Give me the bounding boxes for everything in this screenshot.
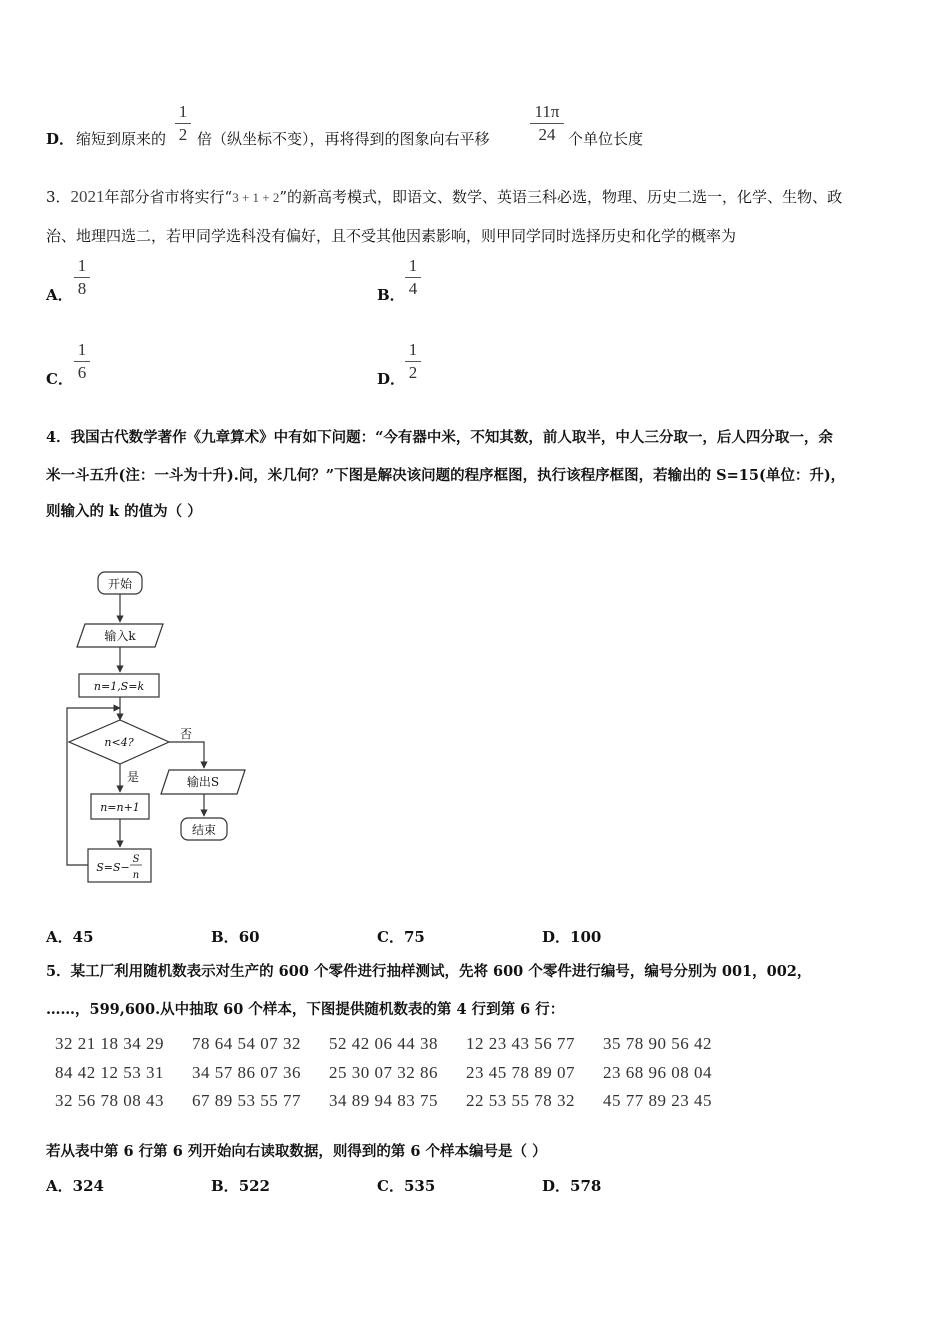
flow-yes-label: 是 [126, 770, 140, 784]
q4-line2: 米一斗五升(注：一斗为十升).问，米几何？”下图是解决该问题的程序框图，执行该程序框图，若输出的 S=15(单位：升)， [46, 467, 846, 484]
rn-cell: 34 89 94 83 75 [329, 1091, 438, 1110]
rn-cell: 84 42 12 53 31 [55, 1063, 164, 1082]
rn-cell: 23 45 78 89 07 [466, 1063, 575, 1082]
q5-line1: 5．某工厂利用随机数表示对生产的 600 个零件进行抽样测试，先将 600 个零件进行编号，编号分别为 001，002， [46, 963, 812, 980]
q3-option-c-label: C． [46, 370, 73, 388]
flow-update-num: S [132, 854, 140, 865]
flow-output-text: 输出S [186, 775, 220, 789]
frac-numerator: 1 [77, 340, 87, 359]
frac-numerator: 1 [408, 256, 418, 275]
q3-option-c-fraction [74, 340, 90, 383]
q3-text-b: ”的新高考模式，即语文、数学、英语三科必选，物理、历史二选一，化学、生物、政 [279, 188, 843, 206]
q3-option-d-fraction [405, 340, 421, 383]
frac-denominator: 6 [77, 363, 87, 382]
frac-denominator: 2 [408, 363, 418, 382]
rn-cell: 35 78 90 56 42 [603, 1034, 712, 1053]
flow-no-label: 否 [179, 727, 193, 741]
rn-cell: 32 21 18 34 29 [55, 1034, 164, 1053]
q3-option-b-fraction [405, 256, 421, 299]
q5-option-c: C．535 [377, 1177, 436, 1195]
q2-fraction-shift [530, 102, 564, 145]
frac-denominator: 2 [178, 125, 188, 144]
frac-denominator: 4 [408, 279, 418, 298]
q3-year: 2021 [70, 187, 105, 206]
flowchart [55, 562, 255, 887]
q5-question: 若从表中第 6 行第 6 列开始向右读取数据，则得到的第 6 个样本编号是（ ） [46, 1143, 547, 1160]
rn-cell: 22 53 55 78 32 [466, 1091, 575, 1110]
rn-cell: 52 42 06 44 38 [329, 1034, 438, 1053]
q3-line2: 治、地理四选二，若甲同学选科没有偏好，且不受其他因素影响，则甲同学同时选择历史和化学的概率为 [46, 227, 737, 245]
q3-option-a-fraction [74, 256, 90, 299]
rn-cell: 34 57 86 07 36 [192, 1063, 301, 1082]
q4-option-a: A．45 [46, 928, 94, 946]
q2-option-d-label: D． [46, 130, 75, 148]
q5-option-b: B．522 [211, 1177, 270, 1195]
frac-numerator: 1 [178, 102, 188, 121]
q3-number: 3． [46, 188, 71, 206]
q5-option-d: D．578 [542, 1177, 602, 1195]
q2-option-d-text3: 个单位长度 [568, 130, 644, 148]
q4-option-d: D．100 [542, 928, 602, 946]
rn-cell: 78 64 54 07 32 [192, 1034, 301, 1053]
q4-option-b: B．60 [211, 928, 260, 946]
rn-cell: 12 23 43 56 77 [466, 1034, 575, 1053]
flow-end-text: 结束 [191, 823, 217, 837]
flow-input-text: 输入k [104, 629, 136, 643]
q2-option-d-text1: 缩短到原来的 [76, 130, 167, 148]
rn-cell: 67 89 53 55 77 [192, 1091, 301, 1110]
rn-cell: 25 30 07 32 86 [329, 1063, 438, 1082]
frac-numerator: 11π [534, 102, 560, 121]
rn-cell: 23 68 96 08 04 [603, 1063, 712, 1082]
q2-option-d-text2: 倍（纵坐标不变），再将得到的图象向右平移 [197, 130, 490, 148]
frac-denominator: 8 [77, 279, 87, 298]
flow-inc-text: n=n+1 [100, 801, 140, 814]
frac-denominator: 24 [538, 125, 556, 144]
flow-update-text: S=S− [96, 861, 130, 874]
rn-cell: 32 56 78 08 43 [55, 1091, 164, 1110]
q4-line1: 4．我国古代数学著作《九章算术》中有如下问题：“今有器中米，不知其数，前人取半，中人三分取一，后人四分取一，余 [46, 429, 833, 446]
frac-numerator: 1 [77, 256, 87, 275]
rn-cell: 45 77 89 23 45 [603, 1091, 712, 1110]
q3-line1 [46, 186, 842, 207]
q5-option-a: A．324 [46, 1177, 104, 1195]
q5-line2: ……，599,600.从中抽取 60 个样本，下图提供随机数表的第 4 行到第 6 行： [46, 1001, 565, 1018]
q3-option-b-label: B． [377, 286, 405, 304]
q4-option-c: C．75 [377, 928, 425, 946]
flow-cond-text: n<4? [104, 736, 134, 749]
q3-mode: 3 + 1 + 2 [232, 190, 280, 205]
q2-fraction-half [175, 102, 191, 145]
q3-option-d-label: D． [377, 370, 406, 388]
q4-line3: 则输入的 k 的值为（ ） [46, 503, 202, 520]
q3-option-a-label: A． [46, 286, 73, 304]
q3-text-a: 年部分省市将实行“ [104, 188, 233, 206]
flow-init-text: n=1,S=k [93, 680, 145, 693]
frac-numerator: 1 [408, 340, 418, 359]
flow-update-den: n [132, 870, 140, 881]
flow-start-text: 开始 [107, 577, 133, 591]
